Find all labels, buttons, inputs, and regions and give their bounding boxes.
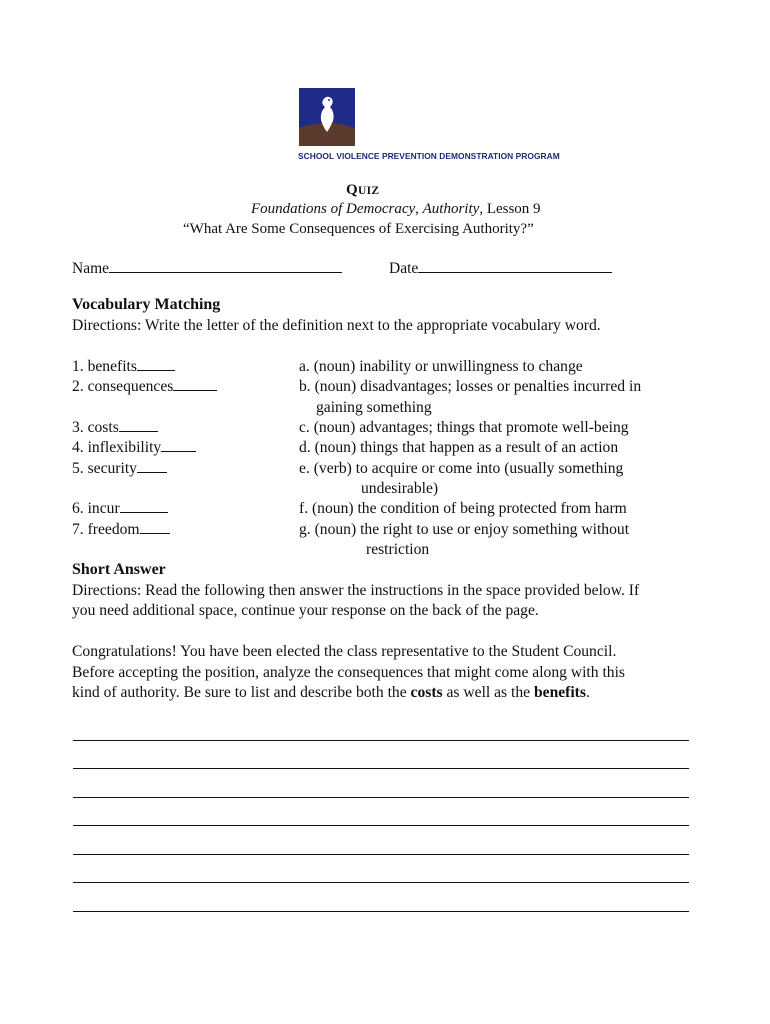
date-blank[interactable]	[418, 258, 612, 273]
vocab-word-item: 5. security	[72, 459, 167, 479]
answer-blank[interactable]	[137, 459, 167, 473]
answer-blank[interactable]	[140, 520, 170, 534]
vocab-word-item: 1. benefits	[72, 357, 175, 377]
answer-line[interactable]	[73, 854, 689, 855]
definition-continuation: undesirable)	[361, 480, 439, 497]
vocab-word-item: 4. inflexibility	[72, 438, 196, 458]
name-label: Name	[72, 260, 110, 277]
definition-item: g. (noun) the right to use or enjoy something without	[299, 521, 630, 538]
short-answer-heading: Short Answer	[72, 561, 166, 578]
answer-line[interactable]	[73, 797, 689, 798]
lesson-subtitle: Foundations of Democracy, Authority, Lesson 9	[251, 201, 541, 217]
prompt-text: Congratulations! You have been elected the class representative to the Student Council.	[72, 643, 617, 660]
costs-emphasis: costs	[410, 684, 443, 701]
prompt-text: kind of authority. Be sure to list and describe both the costs as well as the benefits.	[72, 684, 590, 701]
unit-name: Authority	[422, 201, 480, 217]
definition-item: e. (verb) to acquire or come into (usually something	[299, 460, 624, 477]
definition-continuation: gaining something	[316, 399, 432, 416]
vocab-word-item: 7. freedom	[72, 520, 170, 540]
answer-blank[interactable]	[173, 377, 217, 391]
answer-blank[interactable]	[119, 418, 158, 432]
prompt-text: Before accepting the position, analyze the consequences that might come along with this	[72, 664, 625, 681]
lesson-question: “What Are Some Consequences of Exercising Authority?”	[183, 221, 534, 237]
vocab-word-item: 6. incur	[72, 499, 168, 519]
vocabulary-directions: Directions: Write the letter of the definition next to the appropriate vocabulary word.	[72, 317, 601, 334]
definition-item: b. (noun) disadvantages; losses or penalties incurred in	[299, 378, 642, 395]
definition-item: d. (noun) things that happen as a result of an action	[299, 439, 619, 456]
course-name: Foundations of Democracy	[251, 201, 416, 217]
quiz-title: QUIZ	[346, 182, 380, 198]
name-blank[interactable]	[109, 258, 342, 273]
benefits-emphasis: benefits	[533, 684, 586, 701]
short-answer-directions: you need additional space, continue your response on the back of the page.	[72, 602, 539, 619]
definition-item: f. (noun) the condition of being protected from harm	[299, 500, 627, 517]
definition-continuation: restriction	[366, 541, 430, 558]
answer-line[interactable]	[73, 825, 689, 826]
answer-blank[interactable]	[137, 357, 175, 371]
date-field[interactable]	[389, 258, 612, 278]
answer-line[interactable]	[73, 882, 689, 883]
vocabulary-heading: Vocabulary Matching	[72, 296, 221, 313]
vocab-word-item: 3. costs	[72, 418, 158, 438]
vocab-word-item: 2. consequences	[72, 377, 217, 397]
answer-line[interactable]	[73, 911, 689, 912]
date-label: Date	[389, 260, 419, 277]
definition-item: c. (noun) advantages; things that promote well-being	[299, 419, 629, 436]
program-name: SCHOOL VIOLENCE PREVENTION DEMONSTRATION PROGRAM	[298, 151, 560, 161]
name-field[interactable]	[72, 258, 342, 278]
lesson-number: , Lesson 9	[479, 201, 541, 217]
short-answer-directions: Directions: Read the following then answer the instructions in the space provided below. If	[72, 582, 640, 599]
answer-blank[interactable]	[161, 438, 196, 452]
answer-blank[interactable]	[120, 499, 168, 513]
program-logo	[299, 88, 355, 146]
answer-line[interactable]	[73, 768, 689, 769]
answer-line[interactable]	[73, 740, 689, 741]
definition-item: a. (noun) inability or unwillingness to change	[299, 358, 583, 375]
